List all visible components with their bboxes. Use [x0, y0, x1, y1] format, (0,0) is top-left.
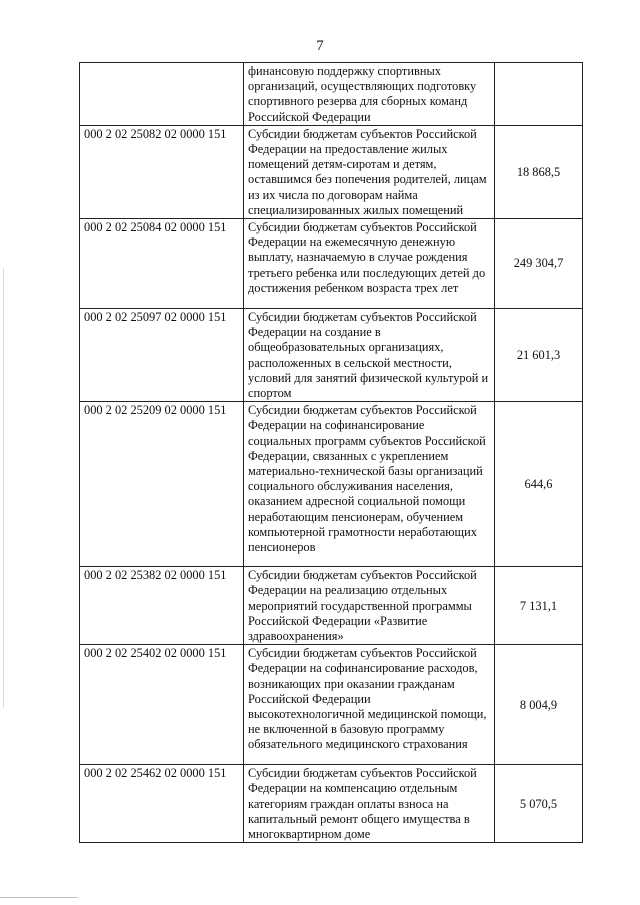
amount-cell [495, 63, 583, 126]
description-cell: Субсидии бюджетам субъектов Российской Федерации на компенсацию отдельным категориям граждан оплаты взноса на капитальный ремонт общего имущества в многоквартирном доме [244, 765, 495, 843]
budget-code-cell: 000 2 02 25097 02 0000 151 [80, 309, 244, 402]
description-cell: Субсидии бюджетам субъектов Российской Федерации на софинансирование расходов, возникающих при оказании гражданам Российской Федерации высокотехнологичной медицинской помощи, не включенной в базовую программу обязательного медицинского страхования [244, 645, 495, 765]
budget-code-cell: 000 2 02 25402 02 0000 151 [80, 645, 244, 765]
amount-cell: 249 304,7 [495, 219, 583, 309]
amount-cell: 21 601,3 [495, 309, 583, 402]
budget-code-cell: 000 2 02 25382 02 0000 151 [80, 567, 244, 645]
table-row [80, 402, 583, 567]
table-row [80, 309, 583, 402]
table-row [80, 219, 583, 309]
description-cell: финансовую поддержку спортивных организаций, осуществляющих подготовку спортивного резерва для сборных команд Российской Федерации [244, 63, 495, 126]
budget-code-cell [80, 63, 244, 126]
table-row [80, 63, 583, 126]
scan-artifact-left-margin [3, 268, 4, 708]
table-row [80, 567, 583, 645]
budget-code-cell: 000 2 02 25084 02 0000 151 [80, 219, 244, 309]
description-cell: Субсидии бюджетам субъектов Российской Федерации на ежемесячную денежную выплату, назначаемую в случае рождения третьего ребенка или последующих детей до достижения ребенком возраста трех лет [244, 219, 495, 309]
scan-artifact-bottom-line [0, 897, 78, 898]
description-cell: Субсидии бюджетам субъектов Российской Федерации на реализацию отдельных мероприятий государственной программы Российской Федерации «Развитие здравоохранения» [244, 567, 495, 645]
page-number: 7 [316, 38, 324, 54]
amount-cell: 7 131,1 [495, 567, 583, 645]
budget-code-cell: 000 2 02 25082 02 0000 151 [80, 125, 244, 218]
table-row [80, 765, 583, 843]
description-cell: Субсидии бюджетам субъектов Российской Федерации на софинансирование социальных программ субъектов Российской Федерации, связанных с укреплением материально-технической базы организаций социального обслуживания населения, оказанием адресной социальной помощи неработающим пенсионерам, обучением компьютерной грамотности неработающих пенсионеров [244, 402, 495, 567]
amount-cell: 8 004,9 [495, 645, 583, 765]
amount-cell: 644,6 [495, 402, 583, 567]
description-cell: Субсидии бюджетам субъектов Российской Федерации на предоставление жилых помещений детям-сиротам и детям, оставшимся без попечения родителей, лицам из их числа по договорам найма специализированных жилых помещений [244, 125, 495, 218]
description-cell: Субсидии бюджетам субъектов Российской Федерации на создание в общеобразовательных организациях, расположенных в сельской местности, условий для занятий физической культурой и спортом [244, 309, 495, 402]
amount-cell: 5 070,5 [495, 765, 583, 843]
table-row [80, 645, 583, 765]
budget-revenue-table [79, 62, 583, 843]
amount-cell: 18 868,5 [495, 125, 583, 218]
budget-code-cell: 000 2 02 25209 02 0000 151 [80, 402, 244, 567]
budget-code-cell: 000 2 02 25462 02 0000 151 [80, 765, 244, 843]
table-row [80, 125, 583, 218]
